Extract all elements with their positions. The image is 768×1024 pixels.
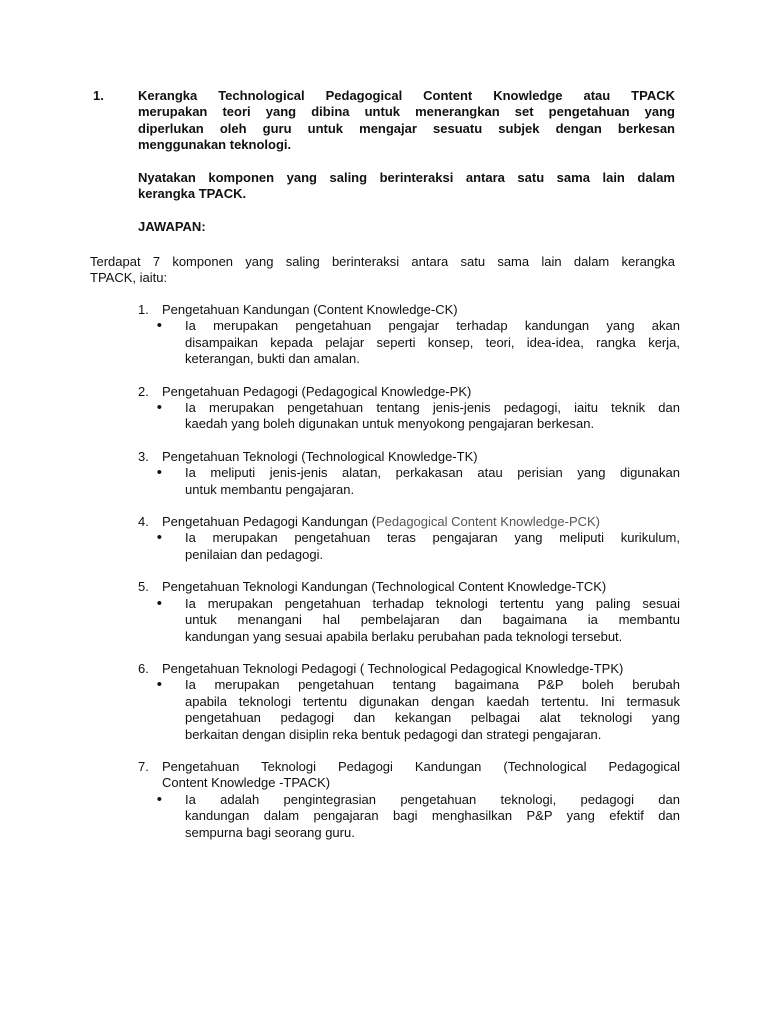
description-line: pengetahuan pedagogi dan kekangan pelbagai alat teknologi yang (185, 710, 680, 726)
description-line: Ia merupakan pengetahuan tentang bagaimana P&P boleh berubah (185, 677, 680, 693)
bullet-icon: • (156, 594, 162, 612)
description-line: Ia merupakan pengetahuan terhadap teknologi tertentu yang paling sesuai (185, 595, 680, 611)
question-line: menggunakan teknologi. (138, 137, 292, 153)
description-line: Ia adalah pengintegrasian pengetahuan teknologi, pedagogi dan (185, 791, 680, 807)
component-item (138, 449, 680, 498)
description-line: apabila teknologi tertentu digunakan dengan kaedah tertentu. Ini termasuk (185, 693, 680, 709)
item-description (185, 677, 680, 743)
item-number: 7. (138, 758, 149, 774)
description-line: kandungan yang sesuai apabila berlaku perubahan pada teknologi tersebut. (185, 628, 623, 644)
component-item (138, 759, 680, 841)
description-line: untuk membantu pengajaran. (185, 481, 355, 497)
component-item (138, 514, 680, 563)
description-line: Ia merupakan pengetahuan teras pengajaran yang meliputi kurikulum, (185, 530, 680, 546)
item-description (185, 318, 680, 367)
description-line: kaedah yang boleh digunakan untuk menyokong pengajaran berkesan. (185, 416, 595, 432)
item-description (185, 792, 680, 841)
description-line: sempurna bagi seorang guru. (185, 824, 355, 840)
item-title-grey: Pedagogical Content Knowledge-PCK) (375, 514, 600, 530)
item-number: 5. (138, 579, 149, 595)
description-line: Ia meliputi jenis-jenis alatan, perkakasan atau perisian yang digunakan (185, 465, 680, 481)
item-title: Pengetahuan Teknologi (Technological Knowledge-TK) (162, 448, 478, 464)
item-number: 6. (138, 660, 149, 676)
description-line: untuk menangani hal pembelajaran dan bagaimana ia membantu (185, 612, 680, 628)
question-number: 1. (93, 88, 104, 103)
description-line: berkaitan dengan disiplin reka bentuk pedagogi dan strategi pengajaran. (185, 726, 602, 742)
item-title: Pengetahuan Kandungan (Content Knowledge-CK) (162, 302, 458, 317)
answer-label: JAWAPAN: (138, 219, 206, 235)
question-line: merupakan teori yang dibina untuk menerangkan set pengetahuan yang (138, 104, 675, 120)
question-line: Kerangka Technological Pedagogical Content Knowledge atau TPACK (138, 88, 675, 103)
component-item (138, 384, 680, 433)
description-line: penilaian dan pedagogi. (185, 546, 324, 562)
item-title-prefix: Pengetahuan Pedagogi Kandungan ( (162, 514, 376, 530)
item-number: 3. (138, 448, 149, 464)
question-line: diperlukan oleh guru untuk mengajar sesuatu subjek dengan berkesan (138, 120, 675, 136)
item-title-line: Content Knowledge -TPACK) (162, 775, 331, 791)
item-title: Pengetahuan Teknologi Pedagogi ( Technological Pedagogical Knowledge-TPK) (162, 660, 624, 676)
bullet-icon: • (156, 399, 162, 417)
description-line: Ia merupakan pengetahuan pengajar terhadap kandungan yang akan (185, 318, 680, 334)
item-number: 1. (138, 302, 149, 317)
item-number: 4. (138, 514, 149, 530)
bullet-icon: • (156, 676, 162, 694)
component-item (138, 302, 680, 368)
component-item (138, 661, 680, 743)
item-title (162, 514, 680, 530)
bullet-icon: • (156, 529, 162, 547)
item-title: Pengetahuan Teknologi Kandungan (Technological Content Knowledge-TCK) (162, 579, 607, 595)
item-description (185, 465, 680, 498)
bullet-icon: • (156, 790, 162, 808)
item-description (185, 530, 680, 563)
description-line: Ia merupakan pengetahuan tentang jenis-jenis pedagogi, iaitu teknik dan (185, 400, 680, 416)
intro-line: Terdapat 7 komponen yang saling berinteraksi antara satu sama lain dalam kerangka (90, 254, 675, 269)
description-line: keterangan, bukti dan amalan. (185, 351, 360, 367)
bullet-icon: • (156, 317, 162, 335)
bullet-icon: • (156, 464, 162, 482)
item-description (185, 400, 680, 433)
item-title: Pengetahuan Pedagogi (Pedagogical Knowledge-PK) (162, 383, 472, 399)
intro-line: TPACK, iaitu: (90, 270, 168, 286)
question-text (138, 88, 675, 236)
item-title-line: Pengetahuan Teknologi Pedagogi Kandungan (Technological Pedagogical (162, 758, 680, 774)
item-title (162, 759, 680, 792)
description-line: kandungan dalam pengajaran bagi menghasilkan P&P yang efektif dan (185, 808, 680, 824)
answer-intro (90, 254, 675, 287)
component-item (138, 579, 680, 645)
item-number: 2. (138, 383, 149, 399)
component-list (138, 302, 680, 857)
item-description (185, 596, 680, 645)
instruction-line: kerangka TPACK. (138, 186, 247, 202)
description-line: disampaikan kepada pelajar seperti konsep, teori, idea-idea, rangka kerja, (185, 334, 680, 350)
instruction-line: Nyatakan komponen yang saling berinteraksi antara satu sama lain dalam (138, 170, 675, 186)
